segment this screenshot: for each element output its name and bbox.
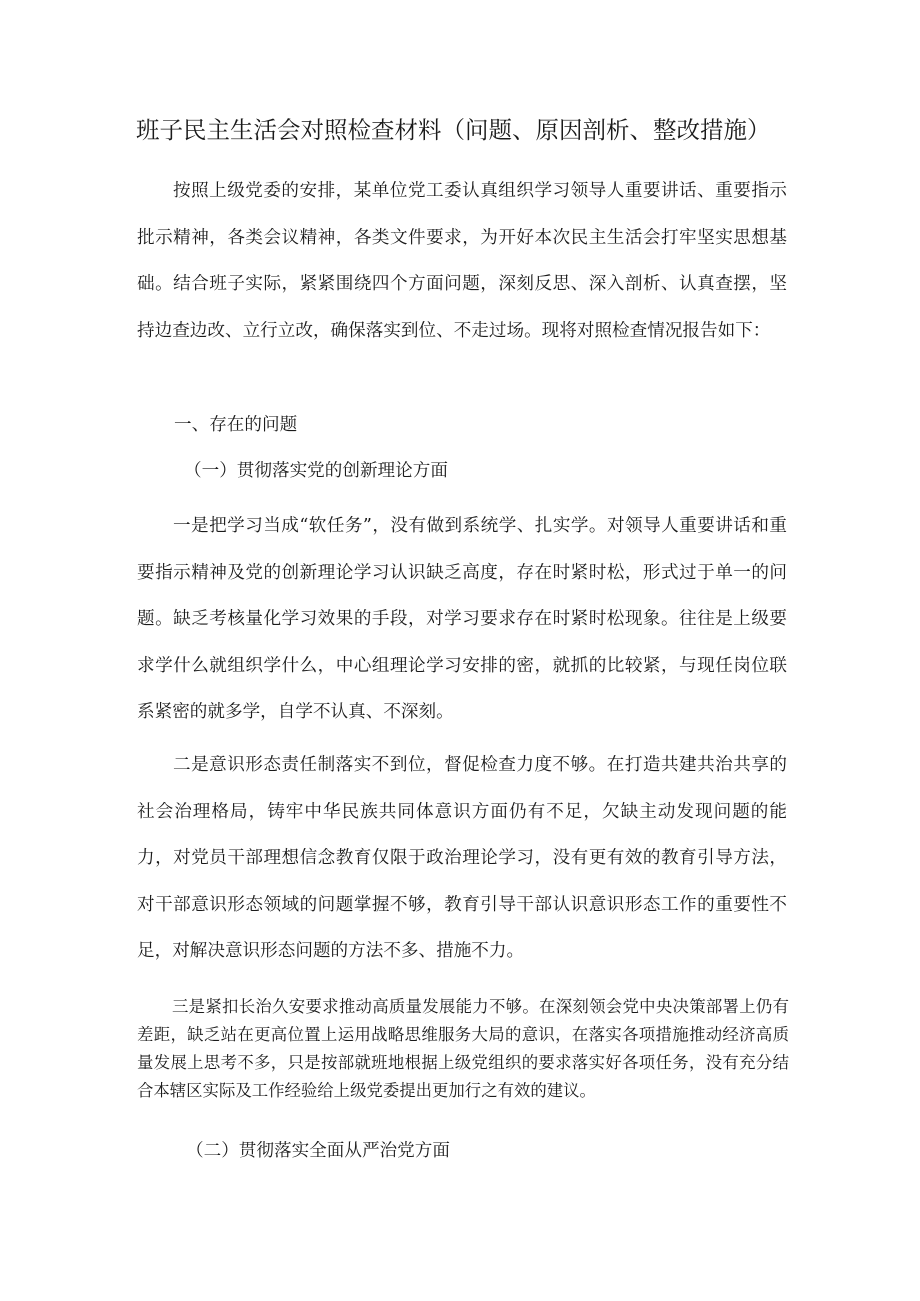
subsection-heading-theory: （一）贯彻落实党的创新理论方面 xyxy=(184,461,448,481)
subsection-heading-discipline: （二）贯彻落实全面从严治党方面 xyxy=(186,1141,450,1161)
section-heading-problems: 一、存在的问题 xyxy=(174,415,298,435)
paragraph-problem-two: 二是意识形态责任制落实不到位，督促检查力度不够。在打造共建共治共享的社会治理格局，铸牢中华民族共同体意识方面仍有不足，欠缺主动发现问题的能力，对党员干部理想信念教育仅限于政治理论学习，没有更有效的教育引导方法，对干部意识形态领域的问题掌握不够，教育引导干部认识意识形态工作的重要性不足，对解决意识形态问题的方法不多、措施不力。 xyxy=(137,755,787,961)
intro-paragraph: 按照上级党委的安排，某单位党工委认真组织学习领导人重要讲话、重要指示批示精神，各类会议精神，各类文件要求，为开好本次民主生活会打牢坚实思想基础。结合班子实际，紧紧围绕四个方面问题，深刻反思、深入剖析、认真查摆，坚持边查边改、立行立改，确保落实到位、不走过场。现将对照检查情况报告如下： xyxy=(137,181,787,341)
document-title: 班子民主生活会对照检查材料（问题、原因剖析、整改措施） xyxy=(136,116,771,144)
paragraph-problem-one: 一是把学习当成“软任务”，没有做到系统学、扎实学。对领导人重要讲话和重要指示精神及党的创新理论学习认识缺乏高度，存在时紧时松，形式过于单一的问题。缺乏考核量化学习效果的手段，对学习要求存在时紧时松现象。往往是上级要求学什么就组织学什么，中心组理论学习安排的密，就抓的比较紧，与现任岗位联系紧密的就多学，自学不认真、不深刻。 xyxy=(137,516,787,722)
paragraph-problem-three: 三是紧扣长治久安要求推动高质量发展能力不够。在深刻领会党中央决策部署上仍有差距，缺乏站在更高位置上运用战略思维服务大局的意识，在落实各项措施推动经济高质量发展上思考不多，只是按部就班地根据上级党组织的要求落实好各项任务，没有充分结合本辖区实际及工作经验给上级党委提出更加行之有效的建议。 xyxy=(137,997,789,1100)
